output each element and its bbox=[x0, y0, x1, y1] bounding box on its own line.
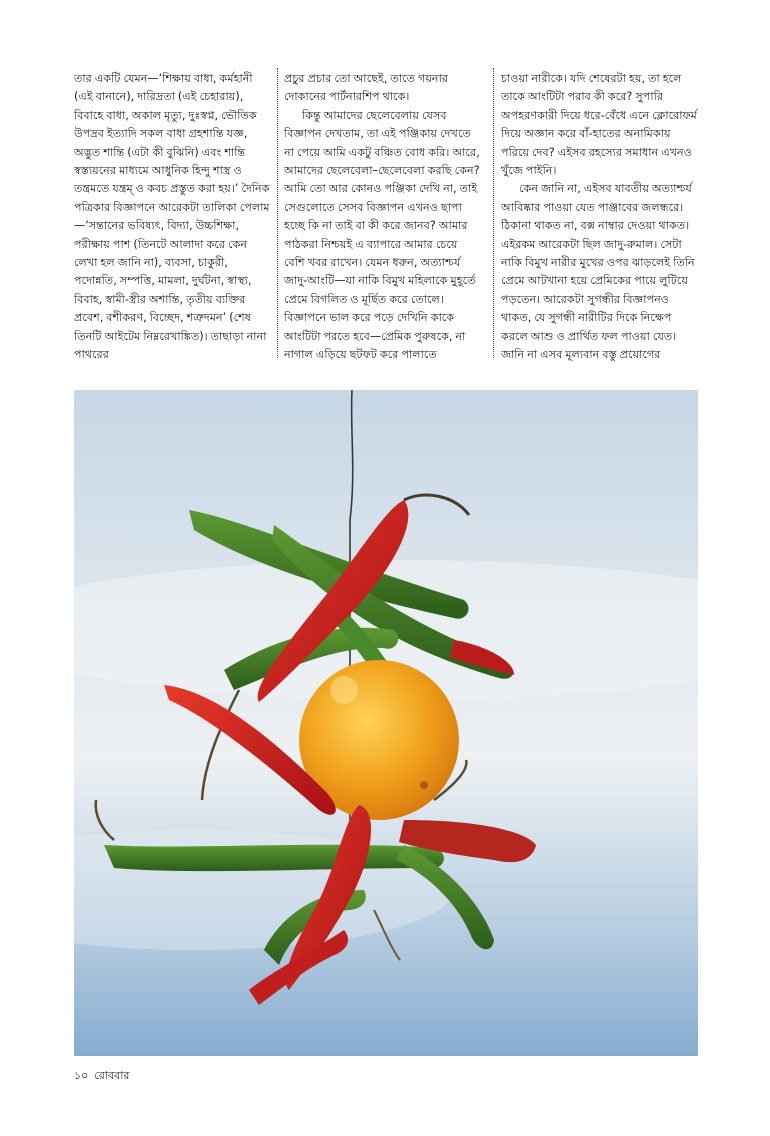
article-column-1 bbox=[74, 70, 270, 370]
page-number: ১০ bbox=[74, 1069, 89, 1082]
chili-lemon-photo bbox=[74, 390, 698, 1056]
paragraph: তার একটি যেমন—‘শিক্ষায় বাধা, কর্মহানী (এই বানানে), দারিদ্রতা (এই চেহারায়), বিবাহে বাধা, অকাল মৃত্যু, দুঃস্বপ্ন, ভৌতিক উপদ্রব ইত্যাদি সকল বাধা গ্রহশান্তি যজ্ঞ, অদ্ভুত শান্তি (এটা কী বুঝিনি) এবং শান্তি স্বস্ত্যয়নের মাধ্যমে আধুনিক হিন্দু শাস্ত্র ও তন্ত্রমতে যন্ত্রম্ ও কবচ প্রস্তুত করা হয়।’ দৈনিক পত্রিকার বিজ্ঞাপনে আরেকটা তালিকা পেলাম—‘সন্তানের ভবিষ্যৎ, বিদ্যা, উচ্চশিক্ষা, পরীক্ষায় পাশ (তিনটে আলাদা করে কেন লেখা হল জানি না), ব্যবসা, চাকুরী, পদোন্নতি, সম্পত্তি, মামলা, দুর্ঘটনা, স্বাস্থ্য, বিবাহ, স্বামী-স্ত্রীর অশান্তি, তৃতীয় ব্যক্তির প্রবেশ, বশীকরণ, বিচ্ছেদ, শত্রুদমন’ (শেষ তিনটি আইটেম নিম্নরেখাঙ্কিত)। তাছাড়া নানা পাথরের bbox=[74, 72, 270, 362]
paragraph: চাওয়া নারীকে। যদি শেষেরটা হয়, তা হলে তাকে আংটিটা পরাব কী করে? সুপারি অপহরণকারী দিয়ে ধরে-বেঁধে এনে ক্লোরোফর্ম দিয়ে অজ্ঞান করে বাঁ-হাতের অনামিকায় পরিয়ে দেব? এইসব রহস্যের সমাধান এখনও খুঁজে পাইনি। bbox=[501, 72, 697, 178]
paragraph: কিন্তু আমাদের ছেলেবেলায় যেসব বিজ্ঞাপন দেখতাম, তা এই পঞ্জিকায় দেখতে না পেয়ে আমি একটু বঞ্চিত বোধ করি। আরে, আমাদের ছেলেবেলা–ছেলেবেলা করছি কেন? আমি তো আর কোনও পঞ্জিকা দেখি না, তাই সেগুলোতে সেসব বিজ্ঞাপন এখনও ছাপা হচ্ছে কি না তাই বা কী করে জানব? আমার পাঠকরা নিশ্চয়ই এ ব্যাপারে আমার চেয়ে বেশি খবর রাখেন। যেমন ধরুন, অত্যাশ্চর্য জাদু-আংটি—যা নাকি বিমুখ মহিলাকে মুহূর্তে প্রেমে বিগলিত ও মূর্ছিত করে তোলে। বিজ্ঞাপনে ভাল করে পড়ে দেখিনি কাকে আংটিটা পরতে হবে—প্রেমিক পুরুষকে, না নাগাল এড়িয়ে ছটফট করে পালাতে bbox=[284, 108, 480, 362]
magazine-name: রোববার bbox=[94, 1069, 130, 1082]
article-column-3 bbox=[501, 70, 699, 370]
page-footer bbox=[74, 1067, 130, 1086]
paragraph: প্রচুর প্রচার তো আছেই, তাতে গয়নার দোকানের পার্টনারশিপ থাকে। bbox=[284, 72, 449, 104]
paragraph: কেন জানি না, এইসব যাবতীয় অত্যাশ্চর্য আবিষ্কার পাওয়া যেত পাঞ্জাবের জলন্ধরে। ঠিকানা থাকত না, বক্স নাম্বার দেওয়া থাকত। এইরকম আরেকটা ছিল জাদু-রুমাল। সেটা নাকি বিমুখ নারীর মুখের ওপর ঝাড়লেই তিনি প্রেমে আটখানা হয়ে প্রেমিকের পায়ে লুটিয়ে পড়তেন। আরেকটা সুগন্ধীর বিজ্ঞাপনও থাকত, যে সুগন্ধী নারীটির দিকে নিক্ষেপ করলে আশু ও প্রার্থিত ফল পাওয়া যেত। জানি না এসব মূল্যবান বস্তু প্রয়োগের bbox=[501, 182, 695, 362]
article-columns bbox=[74, 70, 699, 370]
article-column-2 bbox=[284, 70, 480, 370]
column-divider bbox=[493, 68, 494, 358]
column-divider bbox=[277, 68, 278, 358]
